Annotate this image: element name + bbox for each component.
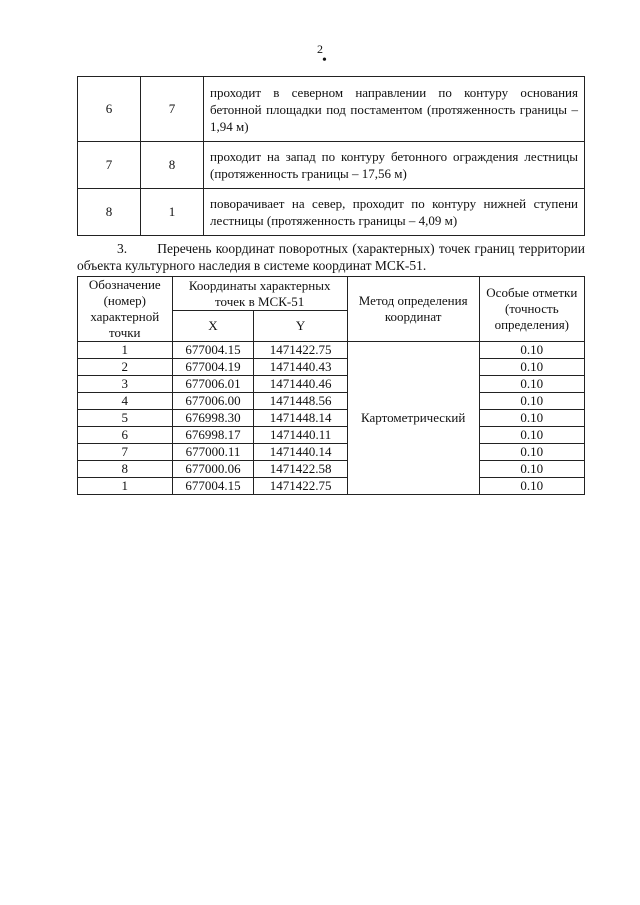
- coord-x: 677004.19: [172, 359, 254, 376]
- section-text: Перечень координат поворотных (характерных) точек границ территории объекта культурного наследия в системе координат МСК-51.: [77, 241, 585, 273]
- to-point: 8: [141, 142, 204, 189]
- coord-x: 677006.00: [172, 393, 254, 410]
- point-number: 1: [78, 342, 173, 359]
- from-point: 8: [78, 189, 141, 236]
- from-point: 6: [78, 77, 141, 142]
- table-row: [78, 444, 585, 461]
- coord-x: 676998.30: [172, 410, 254, 427]
- accuracy-cell: 0.10: [479, 461, 584, 478]
- header-point: Обозначение (номер) характерной точки: [78, 277, 173, 342]
- table-row: [78, 189, 585, 236]
- point-number: 4: [78, 393, 173, 410]
- table-row: [78, 461, 585, 478]
- coord-x: 677000.06: [172, 461, 254, 478]
- coord-x: 677004.15: [172, 342, 254, 359]
- coord-y: 1471422.75: [254, 478, 347, 495]
- header-y: Y: [254, 311, 347, 342]
- page-number: 2: [317, 42, 323, 56]
- point-number: 6: [78, 427, 173, 444]
- table-row: [78, 359, 585, 376]
- point-number: 3: [78, 376, 173, 393]
- header-notes: Особые отметки (точность определения): [479, 277, 584, 342]
- coord-x: 676998.17: [172, 427, 254, 444]
- table-row: [78, 376, 585, 393]
- point-number: 2: [78, 359, 173, 376]
- segment-description: проходит в северном направлении по контуру основания бетонной площадки под постаментом (протяженность границы – 1,94 м): [204, 77, 585, 142]
- accuracy-cell: 0.10: [479, 393, 584, 410]
- table-row: [78, 142, 585, 189]
- accuracy-cell: 0.10: [479, 359, 584, 376]
- coordinates-table: [77, 276, 585, 495]
- coord-x: 677000.11: [172, 444, 254, 461]
- accuracy-cell: 0.10: [479, 376, 584, 393]
- coord-y: 1471440.11: [254, 427, 347, 444]
- coord-y: 1471440.43: [254, 359, 347, 376]
- table-row: [78, 410, 585, 427]
- coord-y: 1471422.75: [254, 342, 347, 359]
- point-number: 1: [78, 478, 173, 495]
- table-row: [78, 478, 585, 495]
- coord-y: 1471448.14: [254, 410, 347, 427]
- accuracy-cell: 0.10: [479, 444, 584, 461]
- header-coordinates: Координаты характерных точек в МСК-51: [172, 277, 347, 311]
- method-cell: Картометрический: [347, 342, 479, 495]
- table-row: [78, 427, 585, 444]
- coord-y: 1471440.46: [254, 376, 347, 393]
- coord-x: 677004.15: [172, 478, 254, 495]
- accuracy-cell: 0.10: [479, 478, 584, 495]
- section-number: 3.: [117, 241, 128, 256]
- stray-dot: •: [322, 53, 327, 68]
- segment-description: поворачивает на север, проходит по контуру нижней ступени лестницы (протяженность границы – 4,09 м): [204, 189, 585, 236]
- coord-y: 1471422.58: [254, 461, 347, 478]
- table-row: [78, 77, 585, 142]
- point-number: 7: [78, 444, 173, 461]
- header-x: X: [172, 311, 254, 342]
- accuracy-cell: 0.10: [479, 342, 584, 359]
- point-number: 5: [78, 410, 173, 427]
- to-point: 1: [141, 189, 204, 236]
- accuracy-cell: 0.10: [479, 410, 584, 427]
- point-number: 8: [78, 461, 173, 478]
- table-row: [78, 342, 585, 359]
- accuracy-cell: 0.10: [479, 427, 584, 444]
- boundary-description-table: [77, 76, 585, 236]
- to-point: 7: [141, 77, 204, 142]
- table-row: [78, 393, 585, 410]
- section-heading: [77, 240, 585, 274]
- coord-y: 1471448.56: [254, 393, 347, 410]
- from-point: 7: [78, 142, 141, 189]
- coord-x: 677006.01: [172, 376, 254, 393]
- coord-y: 1471440.14: [254, 444, 347, 461]
- header-method: Метод определения координат: [347, 277, 479, 342]
- segment-description: проходит на запад по контуру бетонного ограждения лестницы (протяженность границы – 17,56 м): [204, 142, 585, 189]
